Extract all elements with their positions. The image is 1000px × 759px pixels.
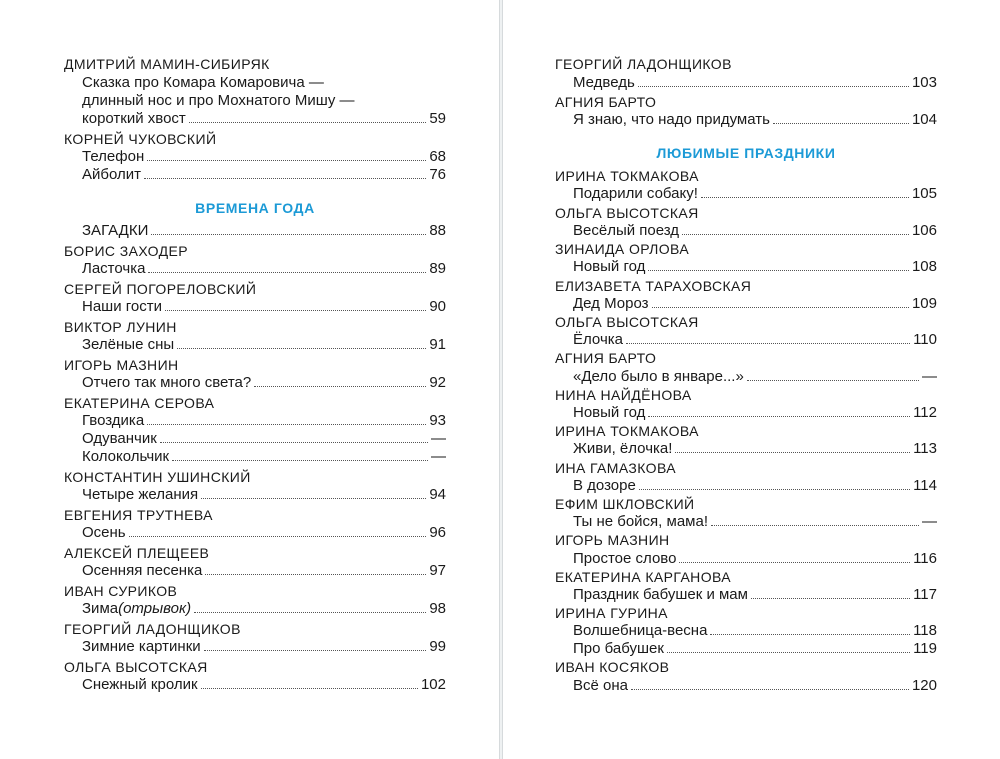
toc-author: ГЕОРГИЙ ЛАДОНЩИКОВ: [555, 56, 732, 72]
toc-entry-title: Снежный кролик: [82, 676, 198, 693]
toc-page-number: 109: [911, 295, 937, 312]
toc-entry: [573, 640, 937, 658]
toc-author: ЕКАТЕРИНА СЕРОВА: [64, 395, 215, 411]
toc-author: АЛЕКСЕЙ ПЛЕЩЕЕВ: [64, 545, 210, 561]
toc-page-number: 114: [913, 477, 937, 494]
toc-page-number: 98: [429, 600, 446, 617]
toc-author: ДМИТРИЙ МАМИН-СИБИРЯК: [64, 56, 270, 72]
toc-entry: [573, 185, 937, 203]
toc-entry: [82, 148, 446, 166]
toc-author: ИРИНА ТОКМАКОВА: [555, 423, 699, 439]
dot-leader: [194, 600, 426, 613]
toc-author: ЕЛИЗАВЕТА ТАРАХОВСКАЯ: [555, 278, 752, 294]
toc-entry: [82, 562, 446, 580]
toc-page-number: —: [922, 513, 937, 530]
toc-entry: [573, 586, 937, 604]
toc-author: ОЛЬГА ВЫСОТСКАЯ: [64, 659, 208, 675]
dot-leader: [679, 550, 910, 563]
toc-page-number: 117: [913, 586, 937, 603]
toc-entry: [573, 440, 937, 458]
toc-author: ЕФИМ ШКЛОВСКИЙ: [555, 496, 695, 512]
dot-leader: [201, 486, 426, 499]
dot-leader: [639, 477, 910, 490]
toc-title-line: длинный нос и про Мохнатого Мишу —: [82, 92, 355, 109]
toc-page-number: —: [431, 430, 446, 447]
toc-entry-title: Волшебница-весна: [573, 622, 708, 639]
toc-author: ИВАН СУРИКОВ: [64, 583, 178, 599]
toc-author: ОЛЬГА ВЫСОТСКАЯ: [555, 314, 699, 330]
toc-entry: [82, 486, 446, 504]
toc-author: НИНА НАЙДЁНОВА: [555, 387, 692, 403]
toc-entry: [82, 524, 446, 542]
toc-entry-title: Ёлочка: [573, 331, 623, 348]
toc-author: ЗИНАИДА ОРЛОВА: [555, 241, 690, 257]
toc-page-number: 120: [911, 677, 937, 694]
dot-leader: [682, 222, 909, 235]
dot-leader: [144, 166, 426, 179]
toc-page-number: 108: [911, 258, 937, 275]
toc-page-number: 105: [911, 185, 937, 202]
toc-entry-title: Наши гости: [82, 298, 162, 315]
toc-page-number: 96: [429, 524, 446, 541]
toc-page-number: 59: [429, 110, 446, 127]
toc-entry-title: Зима: [82, 600, 119, 617]
toc-author: ГЕОРГИЙ ЛАДОНЩИКОВ: [64, 621, 241, 637]
toc-entry: [573, 258, 937, 276]
toc-entry: [82, 676, 446, 694]
toc-section-heading: ВРЕМЕНА ГОДА: [195, 200, 315, 216]
toc-entry-note: (отрывок): [118, 600, 192, 617]
toc-entry: [82, 336, 446, 354]
dot-leader: [147, 412, 426, 425]
toc-entry-title: Зимние картинки: [82, 638, 201, 655]
dot-leader: [189, 110, 427, 123]
dot-leader: [204, 638, 427, 651]
toc-entry: [82, 374, 446, 392]
dot-leader: [205, 562, 426, 575]
toc-entry: [82, 448, 446, 466]
toc-entry: [573, 622, 937, 640]
toc-entry-title: «Дело было в январе...»: [573, 368, 744, 385]
toc-author: КОНСТАНТИН УШИНСКИЙ: [64, 469, 251, 485]
toc-page-number: 99: [429, 638, 446, 655]
toc-entry: [573, 550, 937, 568]
dot-leader: [165, 298, 426, 311]
toc-entry: [82, 600, 446, 618]
toc-entry: [82, 298, 446, 316]
toc-page-number: 92: [429, 374, 446, 391]
toc-entry-title: Одуванчик: [82, 430, 157, 447]
toc-entry: [82, 166, 446, 184]
toc-entry-title: Ласточка: [82, 260, 146, 277]
toc-entry: [82, 260, 446, 278]
toc-entry: [573, 331, 937, 349]
toc-entry-title: Праздник бабушек и мам: [573, 586, 748, 603]
toc-entry: [82, 638, 446, 656]
toc-entry: [82, 222, 446, 240]
toc-page-number: 113: [913, 440, 937, 457]
toc-entry-title: Осень: [82, 524, 126, 541]
dot-leader: [151, 222, 426, 235]
dot-leader: [710, 622, 910, 635]
toc-entry: [573, 677, 937, 695]
toc-entry-title: Дед Мороз: [573, 295, 649, 312]
toc-author: ИВАН КОСЯКОВ: [555, 659, 670, 675]
dot-leader: [147, 148, 426, 161]
toc-author: ЕКАТЕРИНА КАРГАНОВА: [555, 569, 731, 585]
toc-page-number: 119: [913, 640, 937, 657]
toc-author: АГНИЯ БАРТО: [555, 350, 657, 366]
toc-entry-title: Подарили собаку!: [573, 185, 698, 202]
toc-entry-title: Колокольчик: [82, 448, 170, 465]
toc-entry-title: Весёлый поезд: [573, 222, 680, 239]
toc-entry-title: Медведь: [573, 74, 635, 91]
toc-page-number: 94: [429, 486, 446, 503]
toc-author: ОЛЬГА ВЫСОТСКАЯ: [555, 205, 699, 221]
dot-leader: [626, 331, 910, 344]
toc-page-number: 90: [429, 298, 446, 315]
toc-entry: [82, 412, 446, 430]
toc-page-number: 110: [913, 331, 937, 348]
dot-leader: [177, 336, 426, 349]
dot-leader: [675, 440, 910, 453]
dot-leader: [701, 185, 909, 198]
toc-author: СЕРГЕЙ ПОГОРЕЛОВСКИЙ: [64, 281, 257, 297]
right-page: [502, 0, 1000, 759]
toc-page-number: 104: [911, 111, 937, 128]
toc-page-number: 118: [913, 622, 937, 639]
toc-entry: [82, 430, 446, 448]
dot-leader: [711, 513, 919, 526]
toc-author: ИГОРЬ МАЗНИН: [555, 532, 670, 548]
toc-entry: [573, 74, 937, 92]
toc-entry-title: Телефон: [82, 148, 145, 165]
toc-entry-title: Всё она: [573, 677, 628, 694]
dot-leader: [667, 640, 910, 653]
dot-leader: [638, 74, 909, 87]
dot-leader: [652, 295, 909, 308]
toc-page-number: 112: [913, 404, 937, 421]
toc-entry-title: В дозоре: [573, 477, 636, 494]
dot-leader: [648, 404, 910, 417]
toc-entry-title: Четыре желания: [82, 486, 199, 503]
toc-page-number: 93: [429, 412, 446, 429]
toc-entry-title: Осенняя песенка: [82, 562, 203, 579]
toc-entry-title: Новый год: [573, 404, 646, 421]
toc-author: ЕВГЕНИЯ ТРУТНЕВА: [64, 507, 213, 523]
toc-page-number: 76: [429, 166, 446, 183]
toc-entry-title: Айболит: [82, 166, 141, 183]
toc-author: ИГОРЬ МАЗНИН: [64, 357, 179, 373]
dot-leader: [751, 586, 910, 599]
dot-leader: [148, 260, 426, 273]
toc-author: ВИКТОР ЛУНИН: [64, 319, 177, 335]
toc-entry-title: Отчего так много света?: [82, 374, 252, 391]
toc-entry: [573, 513, 937, 531]
toc-entry-title: ЗАГАДКИ: [82, 222, 149, 239]
toc-entry: [573, 368, 937, 386]
toc-author: ИНА ГАМАЗКОВА: [555, 460, 676, 476]
toc-page-number: 89: [429, 260, 446, 277]
toc-entry: [573, 404, 937, 422]
toc-page-number: 116: [913, 550, 937, 567]
toc-author: КОРНЕЙ ЧУКОВСКИЙ: [64, 131, 217, 147]
dot-leader: [747, 368, 919, 381]
toc-page-number: 88: [429, 222, 446, 239]
dot-leader: [129, 524, 427, 537]
toc-page-number: 68: [429, 148, 446, 165]
toc-page-number: 103: [911, 74, 937, 91]
toc-author: ИРИНА ГУРИНА: [555, 605, 668, 621]
toc-entry-title: Ты не бойся, мама!: [573, 513, 708, 530]
toc-author: БОРИС ЗАХОДЕР: [64, 243, 188, 259]
toc-section-heading: ЛЮБИМЫЕ ПРАЗДНИКИ: [656, 145, 836, 161]
dot-leader: [648, 258, 909, 271]
dot-leader: [160, 430, 428, 443]
toc-page-number: 106: [911, 222, 937, 239]
toc-entry: [573, 222, 937, 240]
toc-entry: [82, 110, 446, 128]
dot-leader: [773, 111, 909, 124]
toc-entry-title: Я знаю, что надо придумать: [573, 111, 770, 128]
dot-leader: [631, 677, 909, 690]
toc-entry: [573, 111, 937, 129]
toc-author: АГНИЯ БАРТО: [555, 94, 657, 110]
dot-leader: [172, 448, 428, 461]
toc-entry-title: короткий хвост: [82, 110, 186, 127]
toc-entry-title: Зелёные сны: [82, 336, 175, 353]
dot-leader: [254, 374, 426, 387]
toc-entry-title: Гвоздика: [82, 412, 145, 429]
toc-page-number: 102: [420, 676, 446, 693]
toc-page-number: 97: [429, 562, 446, 579]
toc-entry-title: Новый год: [573, 258, 646, 275]
toc-entry-title: Простое слово: [573, 550, 677, 567]
toc-page-number: —: [431, 448, 446, 465]
toc-entry: [573, 477, 937, 495]
toc-page-number: 91: [429, 336, 446, 353]
toc-title-line: Сказка про Комара Комаровича —: [82, 74, 324, 91]
toc-entry: [573, 295, 937, 313]
toc-entry-title: Про бабушек: [573, 640, 664, 657]
toc-author: ИРИНА ТОКМАКОВА: [555, 168, 699, 184]
toc-page-number: —: [922, 368, 937, 385]
toc-entry-title: Живи, ёлочка!: [573, 440, 673, 457]
dot-leader: [201, 676, 418, 689]
